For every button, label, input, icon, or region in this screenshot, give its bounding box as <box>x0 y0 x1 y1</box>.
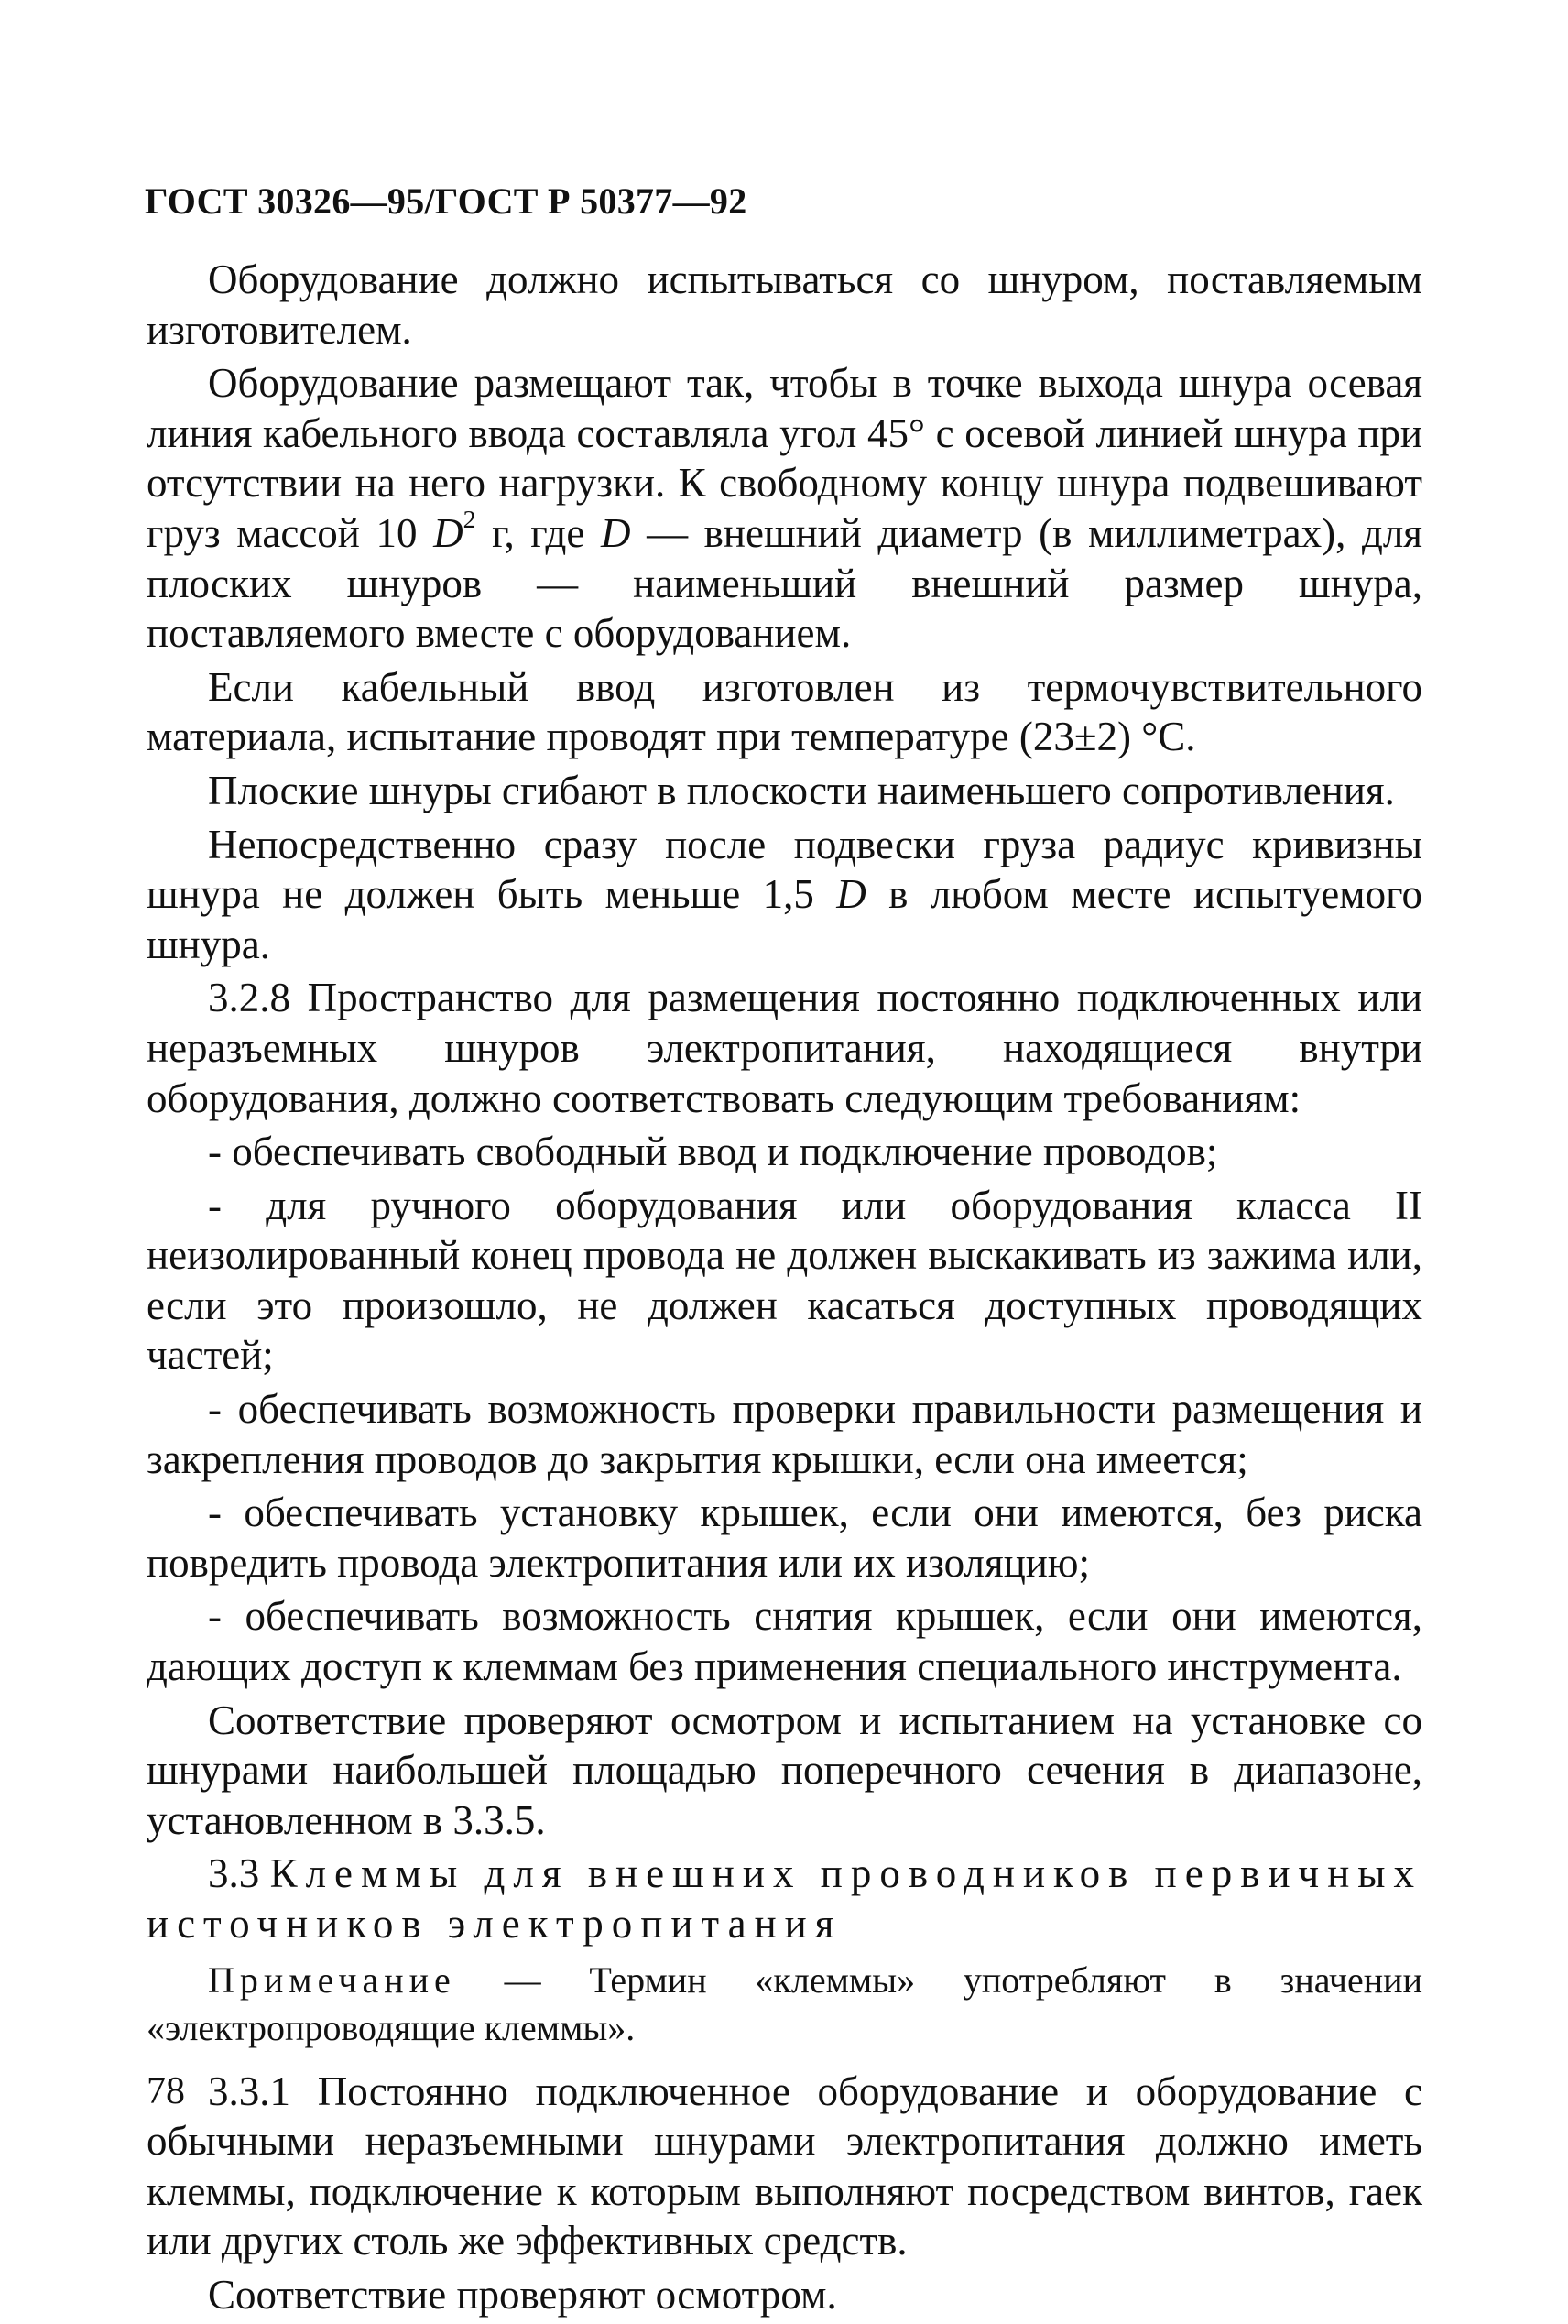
paragraph: Оборудование должно испытываться со шнуром, поставляемым изготовителем. <box>147 256 1422 353</box>
document-body <box>147 255 1422 2324</box>
note <box>147 1957 1422 2052</box>
list-item: - для ручного оборудования или оборудования класса II неизолированный конец провода не должен выскакивать из зажима или, если это произошло, не должен касаться доступных проводящих частей; <box>147 1182 1422 1379</box>
paragraph: Соответствие проверяют осмотром и испытанием на установке со шнурами наибольшей площадью поперечного сечения в диапазоне, установленном в 3.3.5. <box>147 1697 1422 1843</box>
variable-d: D <box>433 509 463 556</box>
paragraph: Плоские шнуры сгибают в плоскости наименьшего сопротивления. <box>208 767 1395 813</box>
section-title: Клеммы для внешних проводников первичных источников электропитания <box>147 1850 1423 1947</box>
paragraph-text: г, где <box>475 509 601 556</box>
note-label: Примечание <box>208 1958 456 2001</box>
clause-3-3-1: 3.3.1 Постоянно подключенное оборудование и оборудование с обычными неразъемными шнурами электропитания должно иметь клеммы, подключение к которым выполняют посредством винтов, гаек или других столь же эффективных средств. <box>147 2068 1422 2264</box>
list-item: - обеспечивать возможность снятия крышек, если они имеются, дающих доступ к клеммам без применения специального инструмента. <box>147 1593 1422 1690</box>
paragraph: Соответствие проверяют осмотром. <box>208 2271 837 2318</box>
section-number: 3.3 <box>208 1850 270 1897</box>
paragraph-text: Оборудование размещают так, чтобы в точке выхода шнура осевая линия кабельного ввода составляла угол 45° с осевой линией шнура при отсутствии на него нагрузки. К свободному концу шнура подвешивают груз массой 10 <box>147 360 1422 556</box>
list-item: - обеспечивать свободный ввод и подключение проводов; <box>208 1129 1218 1175</box>
paragraph-text: Непосредственно сразу после подвески груза радиус кривизны шнура не должен быть меньше 1,5 <box>147 821 1422 918</box>
paragraph <box>147 820 1422 970</box>
paragraph-text: в любом месте испытуемого шнура. <box>147 871 1422 967</box>
note-text: — Термин «клеммы» употребляют в значении «электропроводящие клеммы». <box>147 1958 1422 2048</box>
superscript: 2 <box>463 506 476 535</box>
clause-3-2-8: 3.2.8 Пространство для размещения постоянно подключенных или неразъемных шнуров электропитания, находящиеся внутри оборудования, должно соответствовать следующим требованиям: <box>147 975 1422 1121</box>
document-header: ГОСТ 30326—95/ГОСТ Р 50377—92 <box>145 180 747 222</box>
paragraph: Если кабельный ввод изготовлен из термочувствительного материала, испытание проводят при температуре (23±2) °С. <box>147 663 1422 760</box>
variable-d: D <box>600 509 631 556</box>
section-heading-3-3 <box>147 1849 1422 1948</box>
list-item: - обеспечивать установку крышек, если они имеются, без риска повредить провода электропитания или их изоляцию; <box>147 1489 1422 1586</box>
paragraph <box>147 358 1422 659</box>
paragraph-text: — внешний диаметр (в миллиметрах), для плоских шнуров — наименьший внешний размер шнура, поставляемого вместе с оборудованием. <box>147 509 1422 657</box>
list-item: - обеспечивать возможность проверки правильности размещения и закрепления проводов до закрытия крышки, если она имеется; <box>147 1386 1422 1482</box>
variable-d: D <box>836 871 866 918</box>
page-number: 78 <box>147 2070 185 2112</box>
